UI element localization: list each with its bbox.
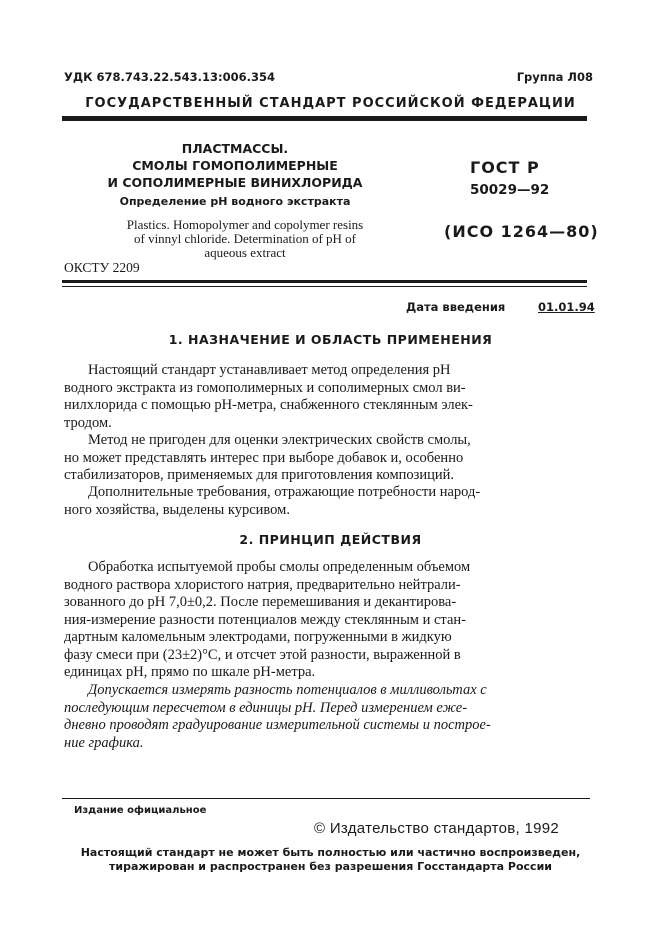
title-line: ПЛАСТМАССЫ.	[181, 141, 289, 156]
state-standard-title: ГОСУДАРСТВЕННЫЙ СТАНДАРТ РОССИЙСКОЙ ФЕДЕРАЦИИ	[85, 96, 576, 111]
text-line: но может представлять интерес при выборе добавок и, особенно	[64, 449, 464, 466]
notice-line: Настоящий стандарт не может быть полностью или частично воспроизведен,	[80, 846, 581, 859]
copyright-line: © Издательство стандартов, 1992	[314, 820, 560, 837]
group-code: Группа Л08	[516, 70, 593, 84]
text-line: зованного до pH 7,0±0,2. После перемешивания и декантирова-	[64, 594, 457, 610]
text-line: водного экстракта из гомополимерных и сополимерных смол ви-	[64, 379, 466, 396]
text-line: водного раствора хлористого натрия, предварительно нейтрали-	[64, 576, 461, 593]
iso-reference: (ИСО 1264—80)	[444, 222, 599, 241]
intro-date-label: Дата введения	[406, 300, 506, 314]
section-1-paragraph-3	[64, 484, 586, 519]
text-line: стабилизаторов, применяемых для приготовления композиций.	[64, 467, 455, 483]
english-title-line: Plastics. Homopolymer and copolymer resins	[126, 217, 364, 232]
document-title	[80, 140, 390, 191]
text-line: ния-измерение разности потенциалов между стеклянным и стан-	[64, 611, 466, 628]
document-subtitle: Определение pH водного экстракта	[119, 195, 351, 208]
text-line: дартным каломельным электродами, погруженными в жидкую	[64, 629, 452, 645]
section-1-paragraph-2	[64, 432, 586, 485]
section-2-paragraph-2-italic	[64, 682, 586, 752]
text-line: ного хозяйства, выделены курсивом.	[64, 501, 290, 518]
text-line: Допускается измерять разность потенциалов в милливольтах с	[88, 682, 487, 698]
english-title-line: aqueous extract	[204, 245, 286, 260]
intro-date-value: 01.01.94	[538, 300, 595, 314]
text-line: тродом.	[64, 414, 112, 431]
text-line: дневно проводят градуирование измерительной системы и построе-	[64, 717, 491, 733]
text-line: фазу смеси при (23±2)°С, и отсчет этой разности, выраженной в	[64, 646, 461, 663]
notice-line: тиражирован и распространен без разрешения Госстандарта России	[109, 860, 552, 873]
section-2-paragraph-1	[64, 559, 586, 682]
edition-label: Издание официальное	[74, 805, 207, 816]
text-line: Метод не пригоден для оценки электрических свойств смолы,	[88, 432, 471, 448]
english-title-line: of vinnyl chloride. Determination of pH of	[133, 231, 357, 246]
udk-code: УДК 678.743.22.543.13:006.354	[64, 70, 275, 84]
text-line: нилхлорида с помощью pH-метра, снабженного стеклянным элек-	[64, 397, 473, 413]
gost-number: 50029—92	[470, 182, 550, 198]
text-line: Дополнительные требования, отражающие потребности народ-	[88, 484, 481, 500]
title-bottom-thin-rule	[62, 286, 587, 287]
title-line: СМОЛЫ ГОМОПОЛИМЕРНЫЕ	[132, 158, 338, 173]
text-line: ние графика.	[64, 734, 144, 751]
section-1-heading: 1. НАЗНАЧЕНИЕ И ОБЛАСТЬ ПРИМЕНЕНИЯ	[168, 332, 493, 347]
okstu-code: ОКСТУ 2209	[64, 260, 140, 275]
text-line: единицах pH, прямо по шкале pH-метра.	[64, 664, 316, 680]
text-line: последующим пересчетом в единицы pH. Перед измерением еже-	[64, 699, 468, 716]
text-line: Обработка испытуемой пробы смолы определенным объемом	[88, 559, 471, 575]
title-line: И СОПОЛИМЕРНЫЕ ВИНИХЛОРИДА	[107, 175, 363, 190]
footer-rule	[62, 798, 590, 799]
title-bottom-rule	[62, 280, 587, 283]
header-thick-rule	[62, 116, 587, 121]
gost-label: ГОСТ Р	[470, 158, 540, 177]
section-1-paragraph-1	[64, 362, 586, 432]
english-title	[80, 218, 410, 260]
reproduction-notice	[64, 846, 597, 874]
text-line: Настоящий стандарт устанавливает метод определения pH	[88, 362, 451, 378]
section-2-heading: 2. ПРИНЦИП ДЕЙСТВИЯ	[239, 532, 422, 547]
